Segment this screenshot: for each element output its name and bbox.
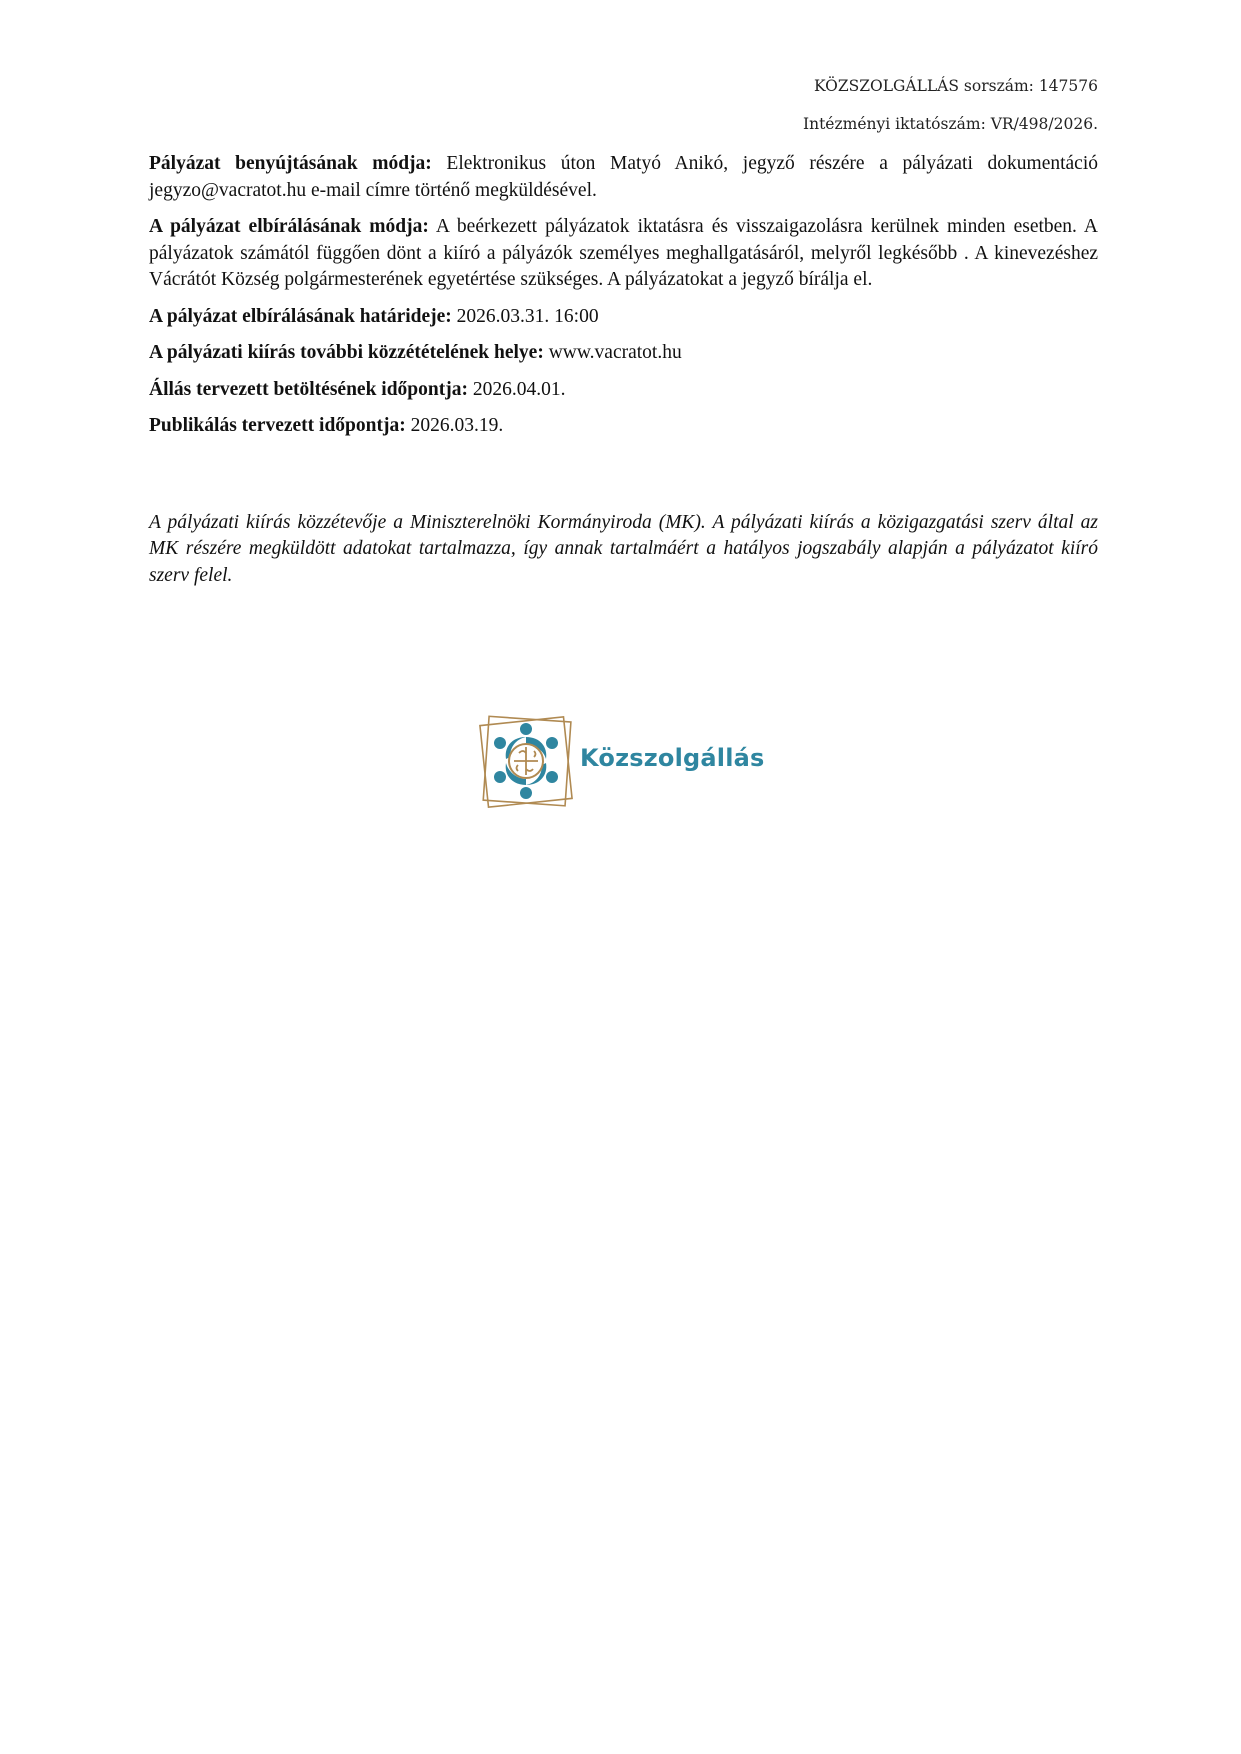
- header-sorszam: KÖZSZOLGÁLLÁS sorszám: 147576: [813, 77, 1098, 95]
- field-label: A pályázati kiírás további közzétételének helye:: [149, 342, 544, 363]
- logo-emblem-icon: [478, 707, 578, 817]
- kozszolgallas-logo: [478, 707, 778, 817]
- field-value: www.vacratot.hu: [543, 342, 682, 363]
- field-label: A pályázat elbírálásának módja:: [149, 216, 429, 237]
- header-iktatoszam: Intézményi iktatószám: VR/498/2026.: [802, 115, 1098, 133]
- field-value: 2026.03.31. 16:00: [451, 305, 599, 327]
- field-label: Publikálás tervezett időpontja:: [149, 415, 406, 436]
- field-label: A pályázat elbírálásának határideje:: [149, 305, 452, 327]
- field-label: Pályázat benyújtásának módja:: [149, 153, 432, 174]
- field-hatarido: [149, 304, 1098, 331]
- field-betoltes-idopont: [149, 377, 1098, 404]
- field-elbiralas-modja: [149, 214, 1098, 294]
- field-value: 2026.04.01.: [467, 378, 566, 400]
- field-value: Elektronikus úton Matyó Anikó, jegyző részére a pályázati dokumentáció jegyzo@vacratot.hu e-mail címre történő megküldésével.: [149, 153, 1099, 201]
- field-value: 2026.03.19.: [405, 415, 504, 436]
- logo-text: Közszolgállás: [580, 744, 765, 772]
- field-kozzetetel-helye: [149, 340, 1098, 367]
- disclaimer-note: A pályázati kiírás közzétevője a Miniszterelnöki Kormányiroda (MK). A pályázati kiírás a közigazgatási szerv által az MK részére megküldött adatokat tartalmazza, így annak tartalmáért a hatályos jogszabály alapján a pályázatot kiíró szerv felel.: [149, 511, 1098, 586]
- document-page: [149, 0, 1098, 589]
- field-benyujtas: [149, 151, 1098, 204]
- field-publikalas-idopont: [149, 413, 1098, 440]
- field-label: Állás tervezett betöltésének időpontja:: [149, 378, 468, 400]
- field-value: A beérkezett pályázatok iktatásra és visszaigazolásra kerülnek minden esetben. A pályázatok számától függően dönt a kiíró a pályázók személyes meghallgatásáról, melyről legkésőbb . A kinevezéshez Vácrátót Község polgármesterének egyetértése szükséges. A pályázatokat a jegyző bírálja el.: [149, 216, 1098, 290]
